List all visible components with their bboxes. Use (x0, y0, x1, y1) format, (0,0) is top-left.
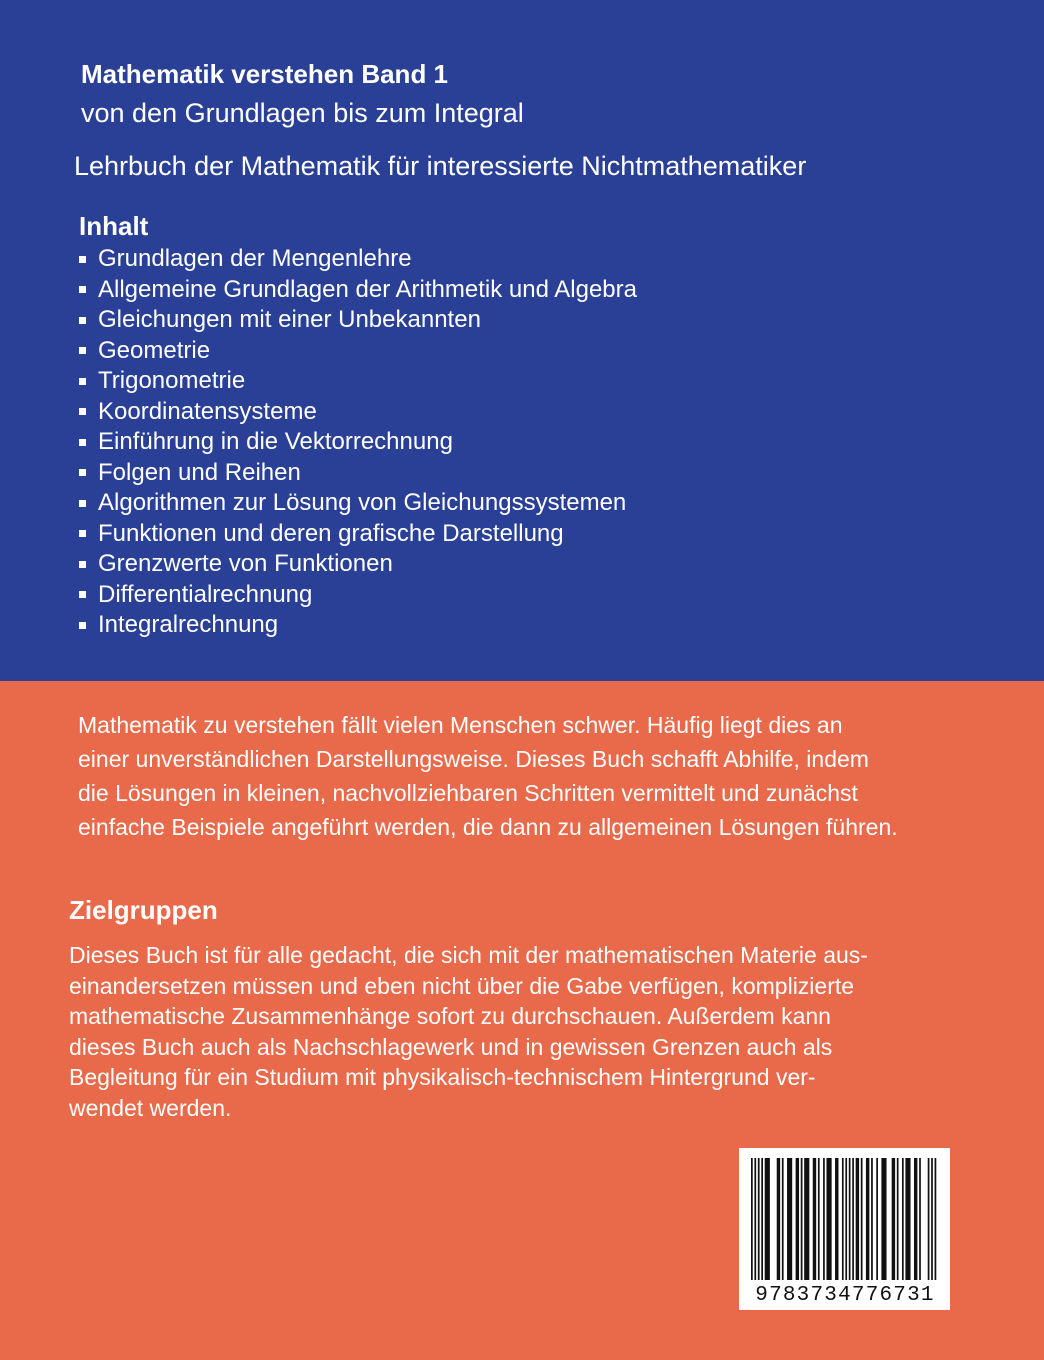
contents-item (79, 610, 637, 641)
barcode-bar (782, 1158, 784, 1280)
barcode-bar (777, 1158, 780, 1280)
contents-item-label: Koordinatensysteme (98, 397, 317, 425)
contents-item (79, 549, 637, 580)
square-bullet-icon (79, 469, 86, 476)
target-groups-line: mathematische Zusammenhänge sofort zu durchschauen. Außerdem kann (69, 1003, 831, 1029)
book-subtitle: von den Grundlagen bis zum Integral (81, 98, 524, 128)
contents-item (79, 519, 637, 550)
barcode-bar (871, 1158, 873, 1280)
barcode-bar (758, 1158, 760, 1280)
barcode-bar (914, 1158, 917, 1280)
contents-item (79, 366, 637, 397)
intro-line: die Lösungen in kleinen, nachvollziehbaren Schritten vermittelt und zunächst (78, 780, 858, 806)
square-bullet-icon (79, 317, 86, 324)
intro-paragraph (78, 708, 1008, 844)
contents-item (79, 580, 637, 611)
contents-item-label: Geometrie (98, 336, 211, 364)
barcode-bar (823, 1158, 825, 1280)
barcode-bar (905, 1158, 910, 1280)
square-bullet-icon (79, 378, 86, 385)
barcode-bar (818, 1158, 820, 1280)
barcode-bar (845, 1158, 847, 1280)
barcode-graphic (739, 1148, 950, 1310)
square-bullet-icon (79, 591, 86, 598)
contents-item-label: Funktionen und deren grafische Darstellung (98, 519, 564, 547)
contents-item-label: Algorithmen zur Lösung von Gleichungssystemen (98, 489, 627, 517)
barcode-bar (801, 1158, 803, 1280)
intro-line: einfache Beispiele angeführt werden, die dann zu allgemeinen Lösungen führen. (78, 814, 898, 840)
target-groups-line: wendet werden. (69, 1094, 232, 1121)
barcode-bar (813, 1158, 816, 1280)
contents-item-label: Trigonometrie (98, 367, 246, 395)
barcode-bar (826, 1158, 831, 1280)
square-bullet-icon (79, 256, 86, 263)
contents-item (79, 458, 637, 489)
barcode-bar (761, 1158, 763, 1280)
barcode-bar (842, 1158, 844, 1280)
square-bullet-icon (79, 286, 86, 293)
barcode-bar (787, 1158, 792, 1280)
contents-item-label: Allgemeine Grundlagen der Arithmetik und Algebra (98, 275, 637, 303)
barcode-bar (919, 1158, 921, 1280)
intro-line: einer unverständlichen Darstellungsweise. Dieses Buch schafft Abhilfe, indem (78, 746, 869, 772)
contents-item (79, 397, 637, 428)
barcode-bar (765, 1158, 770, 1280)
contents-item (79, 427, 637, 458)
target-groups-line: Begleitung für ein Studium mit physikalisch-technischem Hintergrund ver- (69, 1064, 816, 1090)
barcode-bar (835, 1158, 838, 1280)
contents-item (79, 336, 637, 367)
contents-item (79, 488, 637, 519)
square-bullet-icon (79, 408, 86, 415)
book-title: Mathematik verstehen Band 1 (81, 59, 449, 89)
contents-item-label: Grenzwerte von Funktionen (98, 550, 393, 578)
barcode-bar (892, 1158, 895, 1280)
barcode-bar (902, 1158, 904, 1280)
contents-item (79, 305, 637, 336)
target-groups-heading: Zielgruppen (69, 895, 218, 925)
contents-item-label: Einführung in die Vektorrechnung (98, 428, 453, 456)
square-bullet-icon (79, 622, 86, 629)
square-bullet-icon (79, 347, 86, 354)
barcode-bar (897, 1158, 899, 1280)
barcode-bar (852, 1158, 854, 1280)
barcode-bar (931, 1158, 933, 1280)
barcode-bar (861, 1158, 863, 1280)
contents-item-label: Folgen und Reihen (98, 458, 301, 486)
square-bullet-icon (79, 530, 86, 537)
barcode-bar (804, 1158, 809, 1280)
barcode-digits: 9783734776731 (755, 1284, 935, 1307)
contents-item (79, 244, 637, 275)
contents-list (79, 244, 637, 641)
barcode-bars (751, 1158, 936, 1280)
barcode-bar (856, 1158, 859, 1280)
contents-item-label: Differentialrechnung (98, 580, 313, 608)
contents-item-label: Integralrechnung (98, 611, 279, 639)
isbn-barcode (739, 1148, 950, 1310)
barcode-bar (935, 1158, 937, 1280)
target-groups-paragraph (69, 940, 969, 1123)
square-bullet-icon (79, 561, 86, 568)
barcode-bar (866, 1158, 869, 1280)
contents-item (79, 275, 637, 306)
contents-item-label: Grundlagen der Mengenlehre (98, 245, 412, 273)
contents-heading: Inhalt (79, 211, 149, 241)
square-bullet-icon (79, 439, 86, 446)
barcode-bar (849, 1158, 851, 1280)
contents-item-label: Gleichungen mit einer Unbekannten (98, 306, 481, 334)
barcode-bar (754, 1158, 756, 1280)
barcode-bar (751, 1158, 753, 1280)
barcode-bar (796, 1158, 799, 1280)
target-groups-line: dieses Buch auch als Nachschlagewerk und in gewissen Grenzen auch als (69, 1033, 833, 1060)
target-groups-line: einandersetzen müssen und eben nicht über die Gabe verfügen, komplizierte (69, 972, 855, 999)
barcode-bar (876, 1158, 878, 1280)
barcode-bar (928, 1158, 930, 1280)
book-tagline: Lehrbuch der Mathematik für interessierte Nichtmathematiker (74, 151, 807, 181)
target-groups-line: Dieses Buch ist für alle gedacht, die sich mit der mathematischen Materie aus- (69, 942, 868, 968)
square-bullet-icon (79, 500, 86, 507)
barcode-bar (881, 1158, 886, 1280)
intro-line: Mathematik zu verstehen fällt vielen Menschen schwer. Häufig liegt dies an (78, 712, 843, 738)
